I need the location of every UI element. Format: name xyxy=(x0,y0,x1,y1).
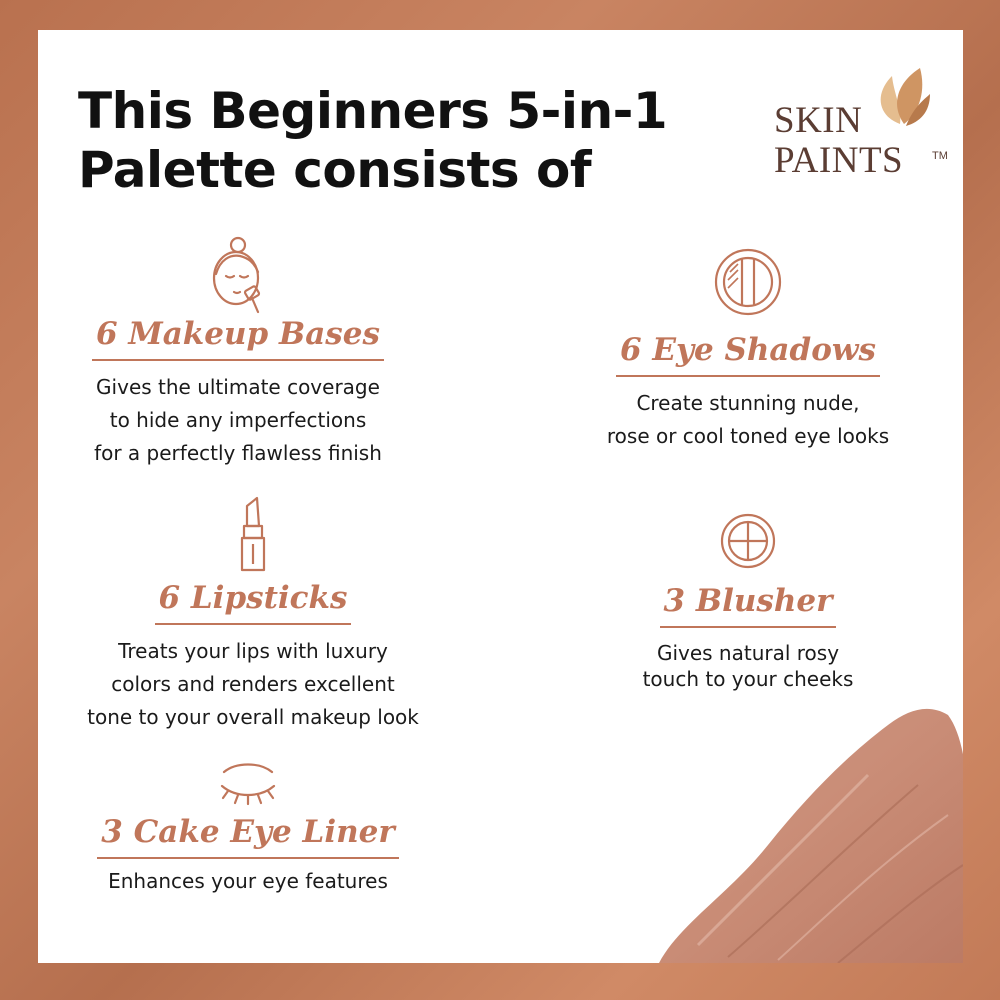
closed-eye-lashes-icon xyxy=(216,760,280,806)
desc-line: for a perfectly flawless finish xyxy=(94,441,382,466)
heading-eye-shadows: 6 Eye Shadows xyxy=(616,332,880,377)
desc-line: Enhances your eye features xyxy=(108,869,388,894)
desc-line: touch to your cheeks xyxy=(642,667,854,692)
blush-compact-icon xyxy=(720,513,776,569)
section-blusher xyxy=(578,513,918,692)
desc-line: tone to your overall makeup look xyxy=(87,705,419,730)
title-line-2: Palette consists of xyxy=(78,141,592,199)
content-card xyxy=(38,30,963,963)
skin-paints-logo xyxy=(774,64,963,181)
desc-line: Create stunning nude, xyxy=(636,391,860,416)
section-eye-liner xyxy=(68,760,428,898)
page-title xyxy=(78,82,667,200)
desc-eye-shadows xyxy=(578,387,918,453)
desc-line: colors and renders excellent xyxy=(111,672,395,697)
section-eye-shadows xyxy=(578,248,918,453)
desc-line: Gives natural rosy xyxy=(656,641,840,666)
leaf-logo-icon xyxy=(870,64,932,130)
desc-blusher xyxy=(578,640,918,692)
desc-makeup-bases xyxy=(68,371,408,470)
trademark-mark: TM xyxy=(932,150,948,162)
heading-eye-liner: 3 Cake Eye Liner xyxy=(97,814,398,859)
face-applying-makeup-icon xyxy=(206,236,270,316)
logo-word-paints: PAINTS xyxy=(774,140,904,181)
desc-line: Gives the ultimate coverage xyxy=(96,375,380,400)
section-makeup-bases xyxy=(68,236,408,470)
desc-line: to hide any imperfections xyxy=(109,408,367,433)
desc-line: Treats your lips with luxury xyxy=(118,639,388,664)
section-lipsticks xyxy=(58,496,448,734)
logo-word-skin: SKIN xyxy=(774,100,863,141)
desc-lipsticks xyxy=(58,635,448,734)
heading-makeup-bases: 6 Makeup Bases xyxy=(92,316,384,361)
makeup-swatch-smear xyxy=(638,695,963,963)
heading-blusher: 3 Blusher xyxy=(660,583,837,628)
lipstick-icon xyxy=(235,496,271,574)
heading-lipsticks: 6 Lipsticks xyxy=(155,580,352,625)
desc-eye-liner xyxy=(68,865,428,898)
title-line-1: This Beginners 5-in-1 xyxy=(78,82,668,140)
desc-line: rose or cool toned eye looks xyxy=(606,424,890,449)
compact-palette-icon xyxy=(714,248,782,316)
